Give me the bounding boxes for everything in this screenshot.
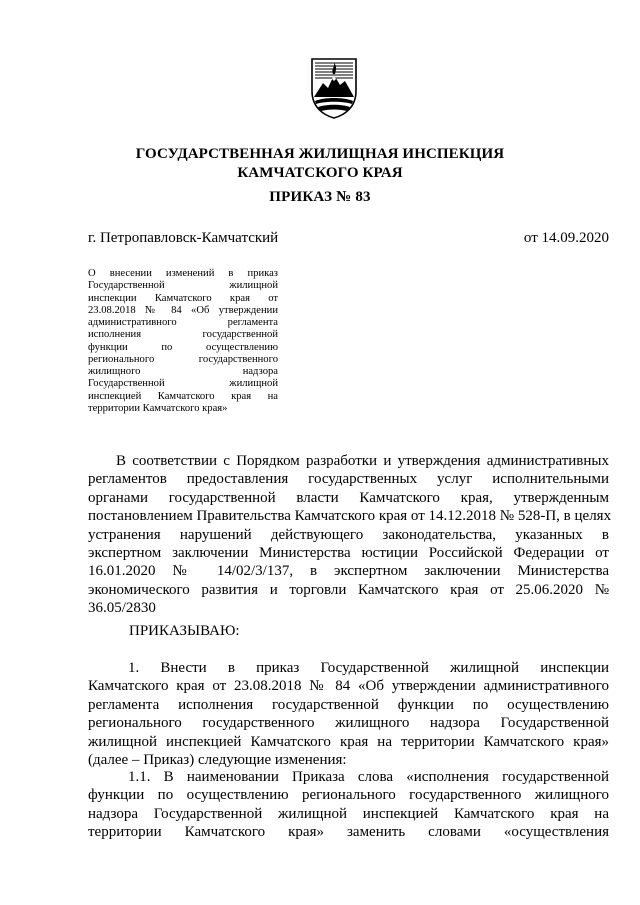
paragraph-line: экономического развития и торговли Камчатского края от 25.06.2020 № (88, 581, 609, 598)
subject-line: Государственной жилищной (88, 378, 278, 390)
subject-line: исполнения государственной (88, 329, 278, 341)
paragraph-line: функции по осуществлению регионального государственного жилищного (88, 787, 609, 804)
paragraph-line: 36.05/2830 (88, 600, 156, 617)
order-subject (88, 268, 278, 415)
subject-line: территории Камчатского края» (88, 402, 228, 414)
coat-of-arms-emblem (309, 57, 359, 119)
order-directive: ПРИКАЗЫВАЮ: (129, 623, 240, 639)
preamble-paragraph (88, 452, 612, 618)
paragraph-line: регламентов предоставления государственных услуг исполнительными (88, 471, 609, 488)
paragraph-line: устранения нарушений действующего законодательства, указанных в (88, 526, 609, 543)
paragraph-line: 16.01.2020 № 14/02/3/137, в экспертном заключении Министерства (88, 563, 609, 580)
paragraph-line: экспертном заключении Министерства юстиции Российской Федерации от (88, 544, 609, 561)
subject-line: жилищного надзора (88, 366, 278, 377)
paragraph-line: регионального государственного жилищного надзора Государственной (88, 715, 609, 732)
subject-line: инспекции Камчатского края от (88, 292, 278, 304)
paragraph-line: территории Камчатского края» заменить словами «осуществления (88, 824, 609, 841)
subject-line: административного регламента (88, 317, 278, 328)
paragraph-line: постановлением Правительства Камчатского края от 14.12.2018 № 528-П, в целях (88, 508, 612, 525)
item-1-paragraph (88, 659, 609, 769)
organization-name: ГОСУДАРСТВЕННАЯ ЖИЛИЩНАЯ ИНСПЕКЦИЯ (135, 146, 505, 162)
paragraph-line: регламента исполнения государственной функции по осуществлению (88, 696, 609, 713)
issue-date: от 14.09.2020 (523, 230, 609, 246)
paragraph-line: органами государственной власти Камчатского края, утвержденным (88, 489, 609, 506)
paragraph-line: 1. Внести в приказ Государственной жилищной инспекции (128, 660, 609, 676)
paragraph-line: (далее – Приказ) следующие изменения: (88, 751, 347, 768)
item-1-1-paragraph (88, 768, 609, 842)
paragraph-line: В соответствии с Порядком разработки и утверждения административных (116, 453, 609, 469)
paragraph-line: жилищной инспекцией Камчатского края на территории Камчатского края» (88, 733, 609, 750)
subject-line: 23.08.2018 № 84 «Об утверждении (88, 304, 278, 316)
issue-place: г. Петропавловск-Камчатский (88, 230, 279, 246)
subject-line: функции по осуществлению (88, 341, 278, 353)
subject-line: инспекцией Камчатского края на (88, 390, 278, 402)
order-title: ПРИКАЗ № 83 (269, 189, 371, 205)
organization-region: КАМЧАТСКОГО КРАЯ (237, 165, 403, 181)
subject-line: О внесении изменений в приказ (88, 268, 278, 279)
paragraph-line: 1.1. В наименовании Приказа слова «исполнения государственной (128, 769, 609, 785)
paragraph-line: надзора Государственной жилищной инспекцией Камчатского края на (88, 805, 609, 822)
subject-line: регионального государственного (88, 353, 278, 365)
paragraph-line: Камчатского края от 23.08.2018 № 84 «Об утверждении административного (88, 678, 609, 695)
subject-line: Государственной жилищной (88, 280, 278, 292)
